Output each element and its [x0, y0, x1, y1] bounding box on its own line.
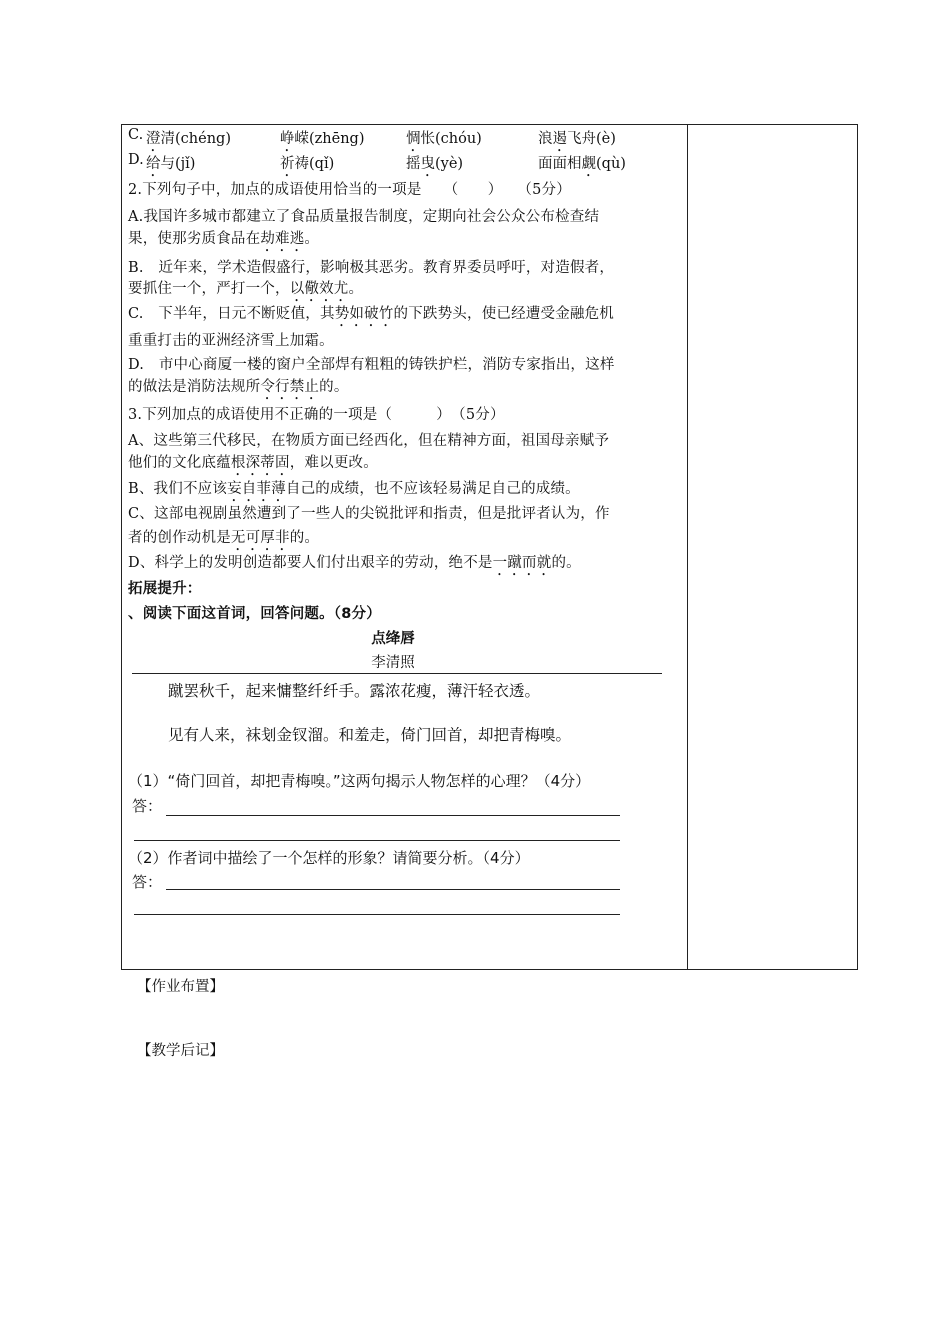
- lesson-table: [121, 124, 858, 970]
- q2-option-a-line1: A.我国许多城市都建立了食品质量报告制度，定期向社会公众公布检查结: [128, 209, 600, 225]
- q2-option-c-line2: 重重打击的亚洲经济雪上加霜。: [128, 333, 334, 349]
- option-item: 摇曳(yè): [406, 156, 464, 172]
- q3-option-c-line1: C、这部电视剧虽然遭到了一些人的尖锐批评和指责，但是批评者认为，作: [128, 506, 610, 522]
- option-label: C.: [128, 127, 144, 143]
- column-divider: [687, 125, 688, 969]
- option-item: 给与(jǐ): [146, 156, 196, 172]
- option-item: 惆怅(chóu): [406, 131, 482, 147]
- q2-option-d-line2: 的做法是消防法规所令行禁止的。: [128, 379, 349, 395]
- answer-line[interactable]: [166, 815, 620, 816]
- poem-author: 李清照: [371, 655, 415, 671]
- option-item: 峥嵘(zhēng): [280, 131, 365, 147]
- poem-line-1: 蹴罢秋千，起来慵整纤纤手。露浓花瘦，薄汗轻衣透。: [168, 682, 541, 700]
- q3-option-b-line: B、我们不应该妄自菲薄自己的成绩，也不应该轻易满足自己的成绩。: [128, 481, 580, 497]
- q3-option-c-line2: 者的创作动机是无可厚非的。: [128, 530, 320, 546]
- option-item: 面面相觑(qù): [538, 156, 626, 172]
- answer-line[interactable]: [134, 914, 620, 915]
- question-2: （2）作者词中描绘了一个怎样的形象？请简要分析。（4分）: [128, 849, 530, 867]
- q2-option-c-line1: C. 下半年，日元不断贬值，其势如破竹的下跌势头，使已经遭受金融危机: [128, 306, 614, 322]
- q3-option-d-line: D、科学上的发明创造都要人们付出艰辛的劳动，绝不是一蹴而就的。: [128, 555, 581, 571]
- poem-rule: [132, 673, 662, 674]
- question-1: （1）“倚门回首，却把青梅嗅。”这两句揭示人物怎样的心理？（4分）: [128, 772, 591, 790]
- option-item: 浪遏飞舟(è): [538, 131, 616, 147]
- answer-label-1: 答：: [132, 797, 163, 815]
- reflection-heading: 【教学后记】: [137, 1043, 224, 1059]
- reading-instruction: 、阅读下面这首词，回答问题。（8分）: [128, 606, 381, 622]
- q2-option-d-line1: D. 市中心商厦一楼的窗户全部焊有粗粗的铸铁护栏，消防专家指出，这样: [128, 357, 615, 373]
- poem-line-2: 见有人来，袜刬金钗溜。和羞走，倚门回首，却把青梅嗅。: [168, 726, 572, 744]
- q2-option-b-line2: 要抓住一个，严打一个，以儆效尤。: [128, 281, 364, 297]
- q3-option-a-line1: A、这些第三代移民，在物质方面已经西化，但在精神方面，祖国母亲赋予: [128, 433, 610, 449]
- question-2-stem: 2.下列句子中，加点的成语使用恰当的一项是 （ ） （5分）: [128, 182, 571, 198]
- q3-option-a-line2: 他们的文化底蕴根深蒂固，难以更改。: [128, 455, 378, 471]
- option-label: D.: [128, 152, 144, 168]
- q2-option-a-line2: 果，使那劣质食品在劫难逃。: [128, 231, 320, 247]
- question-3-stem: 3.下列加点的成语使用不正确的一项是（ ） （5分）: [128, 407, 505, 423]
- extension-heading: 拓展提升：: [128, 581, 202, 597]
- q2-option-b-line1: B. 近年来，学术造假盛行，影响极其恶劣。教育界委员呼吁，对造假者，: [128, 260, 615, 276]
- option-item: 祈祷(qǐ): [280, 156, 335, 172]
- poem-title: 点绛唇: [371, 631, 415, 647]
- answer-line[interactable]: [166, 889, 620, 890]
- answer-label-2: 答：: [132, 873, 163, 891]
- homework-heading: 【作业布置】: [137, 979, 224, 995]
- answer-line[interactable]: [134, 840, 620, 841]
- option-item: 澄清(chéng): [146, 131, 231, 147]
